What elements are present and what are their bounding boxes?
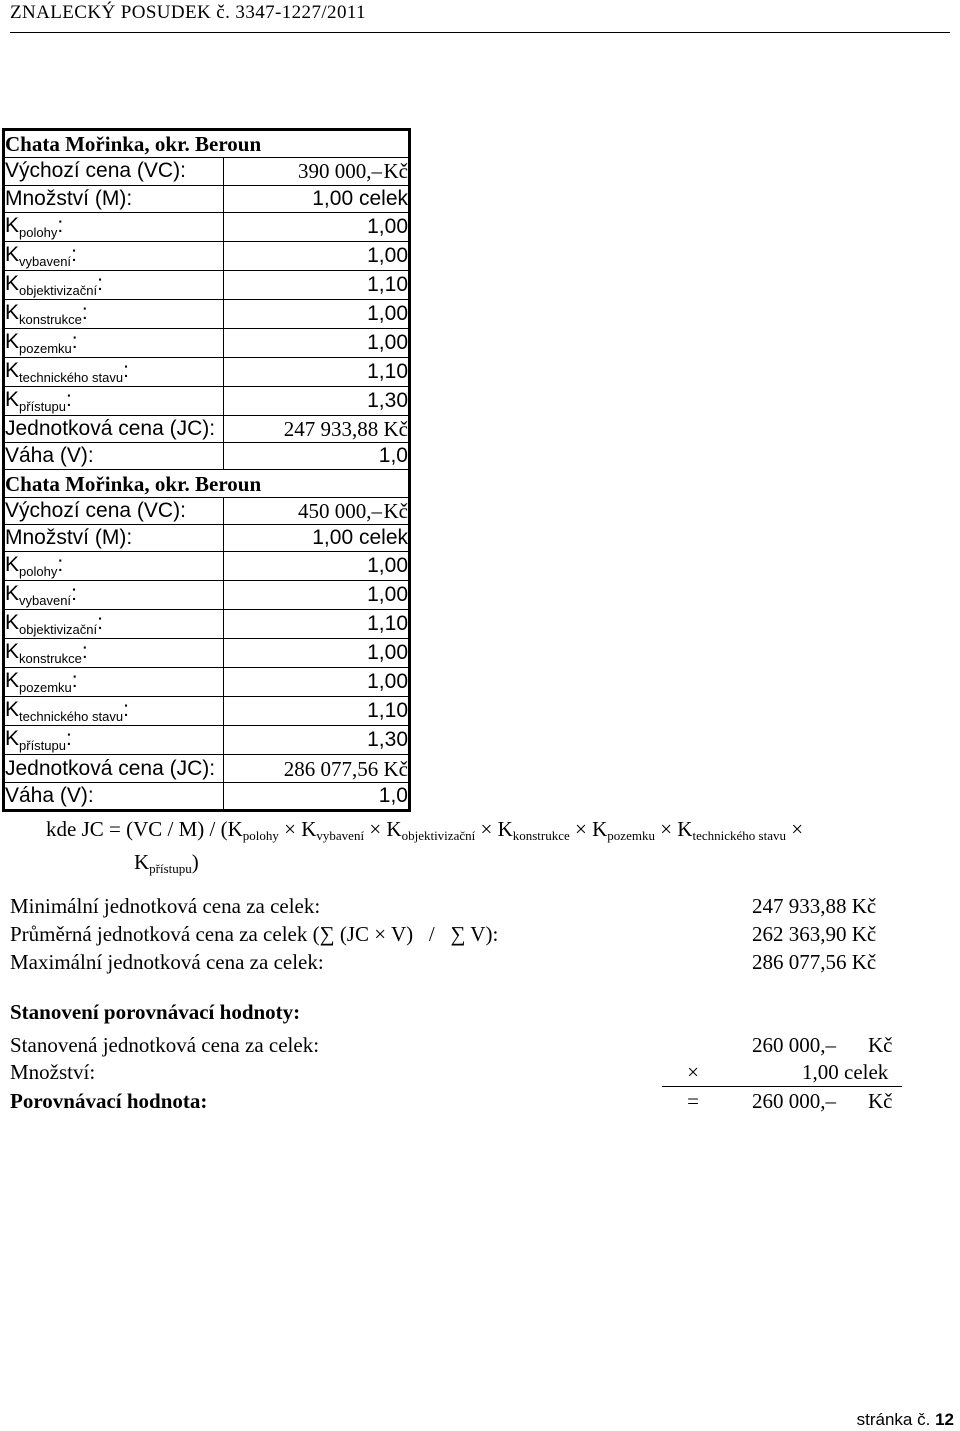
m-row [4,525,410,552]
comparable-name: Chata Mořinka, okr. Beroun [5,132,262,157]
m-value: 1,00 celek [224,525,410,552]
coef-row [4,581,410,610]
coef-value: 1,00 [224,668,410,697]
unit-price-value: 260 000,– Kč [752,1033,893,1057]
m-value: 1,00 celek [224,185,410,212]
unit-price-row [10,1033,900,1058]
quantity-value: 1,00 celek [802,1060,889,1084]
coef-value: 1,00 [224,552,410,581]
coef-row [4,328,410,357]
jc-label: Jednotková cena (JC): [4,755,224,782]
formula: kde JC = (VC / M) / (Kpolohy × Kvybavení × Kobjektivizační × Kkonstrukce × Kpozemku × Ktechnického stavu × Kpřístupu) [46,817,804,876]
determination-heading: Stanovení porovnávací hodnoty: [10,1000,301,1024]
page-footer: stránka č. 12 [856,1410,954,1429]
comparable-name: Chata Mořinka, okr. Beroun [4,470,410,497]
jc-row [4,755,410,782]
m-label: Množství (M): [4,525,224,552]
coef-row [4,610,410,639]
v-row [4,443,410,470]
avg-price-row [10,922,900,947]
coef-value: 1,10 [224,357,410,386]
comparables-table [2,128,411,812]
min-price-label: Minimální jednotková cena za celek: [10,894,321,918]
min-price-row [10,894,900,919]
coef-row [4,697,410,726]
jc-value: 286 077,56 Kč [224,755,410,782]
unit-price-label: Stanovená jednotková cena za celek: [10,1033,320,1057]
header-divider [10,32,950,33]
max-price-row [10,950,900,975]
result-label: Porovnávací hodnota: [10,1089,208,1113]
jc-label: Jednotková cena (JC): [4,415,224,442]
vc-label: Výchozí cena (VC): [4,497,224,524]
coef-value: 1,10 [224,610,410,639]
coef-label: $K_{polohy}$: [4,212,224,241]
coef-value: 1,00 [224,639,410,668]
times-sign: × [687,1060,699,1084]
coef-label: $K_{vybavení}$: [4,581,224,610]
coef-label: $K_{vybavení}$: [4,241,224,270]
coef-row [4,668,410,697]
coef-label: $K_{pozemku}$: [4,328,224,357]
comparable-title-row [4,130,410,158]
vc-value: 390 000,–Kč [224,158,410,185]
coef-value: 1,30 [224,726,410,755]
min-price-value: 247 933,88 Kč [752,894,877,918]
coef-row [4,241,410,270]
coef-label: $K_{polohy}$: [4,552,224,581]
jc-row [4,415,410,442]
coef-label: $K_{konstrukce}$: [4,299,224,328]
coef-label: $K_{objektivizační}$: [4,270,224,299]
coef-value: 1,00 [224,328,410,357]
vc-row [4,158,410,185]
m-row [4,185,410,212]
comparable-title-row [4,470,410,497]
avg-price-value: 262 363,90 Kč [752,922,877,946]
coef-label: $K_{pozemku}$: [4,668,224,697]
coef-value: 1,30 [224,386,410,415]
coef-label: $K_{konstrukce}$: [4,639,224,668]
max-price-value: 286 077,56 Kč [752,950,877,974]
coef-row [4,386,410,415]
v-label: Váha (V): [4,782,224,810]
m-label: Množství (M): [4,185,224,212]
coef-row [4,212,410,241]
v-value: 1,0 [224,782,410,810]
coef-value: 1,00 [224,241,410,270]
result-value: 260 000,– Kč [752,1089,893,1113]
coef-value: 1,00 [224,212,410,241]
coef-value: 1,10 [224,270,410,299]
avg-price-label: Průměrná jednotková cena za celek (∑ (JC × V) / ∑ V): [10,922,499,946]
coef-label: $K_{objektivizační}$: [4,610,224,639]
equals-sign: = [687,1089,699,1113]
coef-label: $K_{přístupu}$: [4,386,224,415]
coef-row [4,357,410,386]
quantity-row [10,1060,900,1085]
vc-label: Výchozí cena (VC): [4,158,224,185]
v-row [4,782,410,810]
coef-label: $K_{technického stavu}$: [4,357,224,386]
coef-value: 1,00 [224,299,410,328]
document-header: ZNALECKÝ POSUDEK č. 3347-1227/2011 [10,2,366,23]
coef-row [4,726,410,755]
result-row [10,1089,900,1114]
formula-prefix: kde JC = (VC / M) / ( [46,817,228,841]
quantity-label: Množství: [10,1060,96,1084]
vc-value: 450 000,–Kč [224,497,410,524]
coef-value: 1,10 [224,697,410,726]
coef-row [4,552,410,581]
v-label: Váha (V): [4,443,224,470]
v-value: 1,0 [224,443,410,470]
jc-value: 247 933,88 Kč [224,415,410,442]
coef-label: $K_{technického stavu}$: [4,697,224,726]
vc-row [4,497,410,524]
max-price-label: Maximální jednotková cena za celek: [10,950,324,974]
coef-row [4,299,410,328]
coef-label: $K_{přístupu}$: [4,726,224,755]
coef-value: 1,00 [224,581,410,610]
coef-row [4,270,410,299]
coef-row [4,639,410,668]
sum-underline [662,1086,902,1087]
